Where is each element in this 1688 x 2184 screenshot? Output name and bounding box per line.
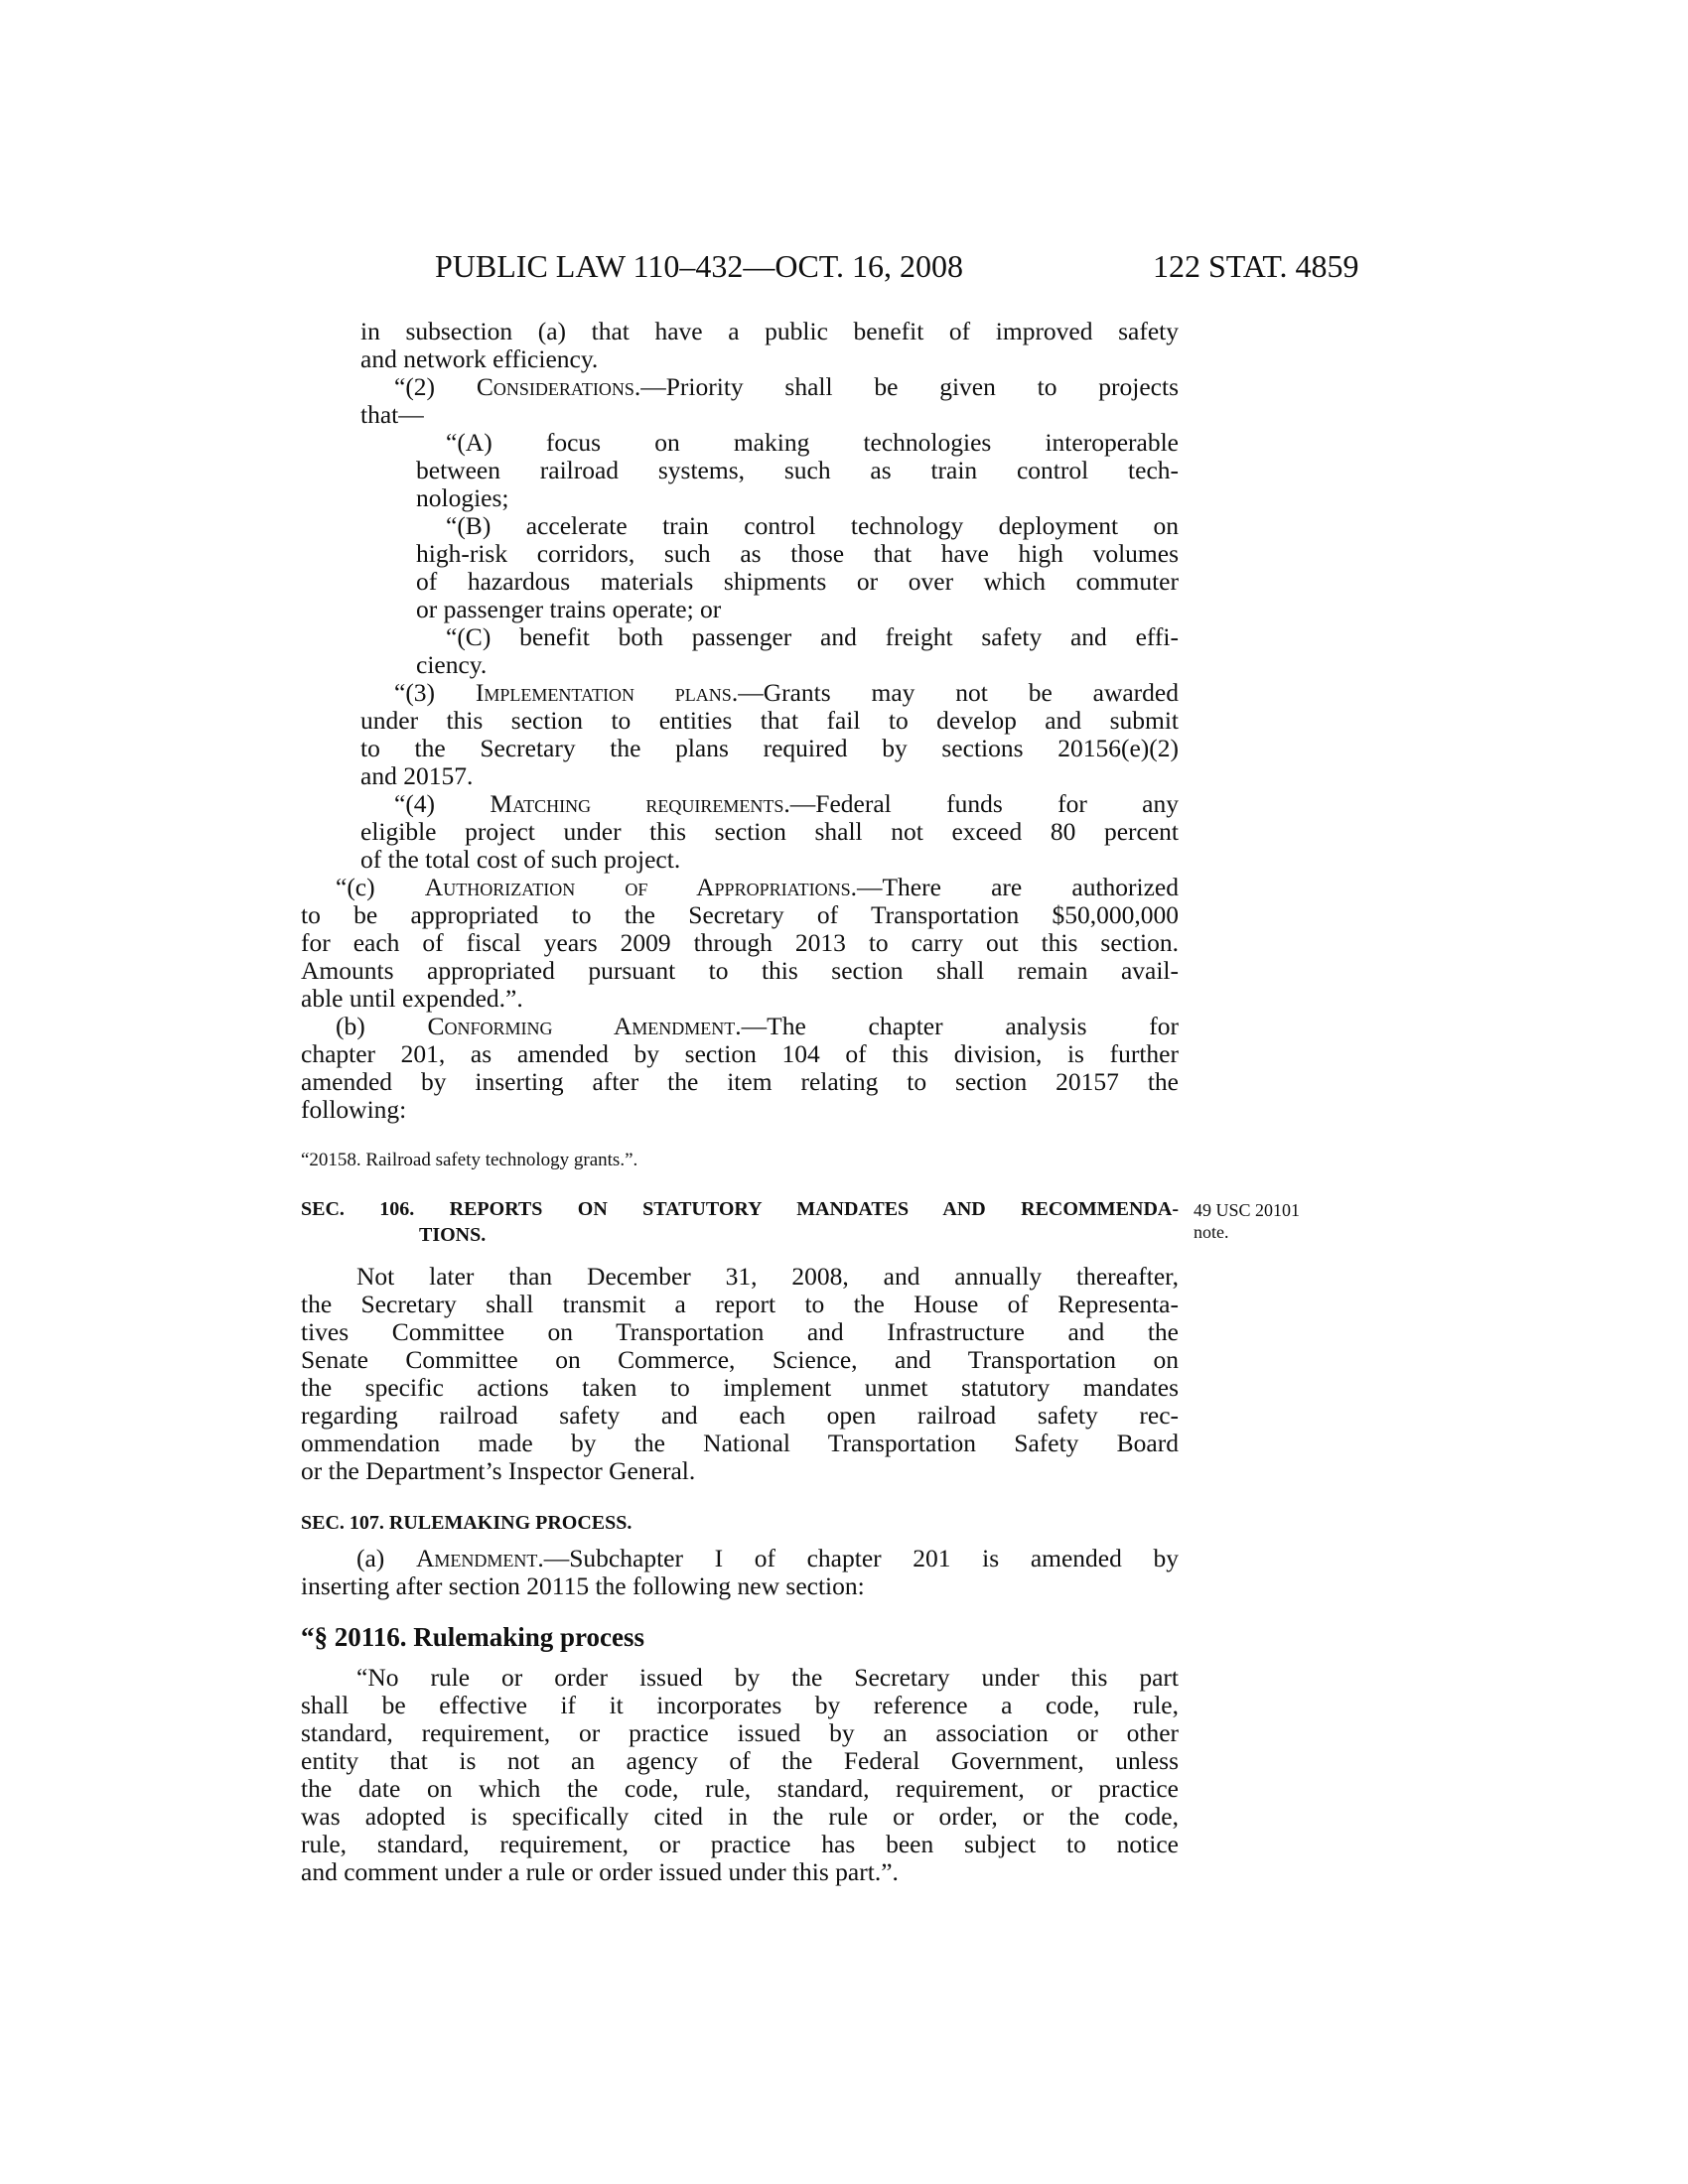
section-20116-text: the date on which the code, rule, standard, requirement, or practice [301,1774,1179,1803]
section-20116-text: “No rule or order issued by the Secretary under this part [356,1663,1179,1692]
considerations-paragraph [394,373,1179,401]
section-106-text: Senate Committee on Commerce, Science, and Transportation on [301,1345,1179,1374]
body-line: in subsection (a) that have a public benefit of improved safety [360,317,1179,345]
section-20116-text: was adopted is specifically cited in the rule or order, or the code, [301,1802,1179,1831]
section-107-heading: SEC. 107. RULEMAKING PROCESS. [301,1512,633,1534]
section-106-text: ommendation made by the National Transportation Safety Board [301,1429,1179,1457]
section-20116-text: rule, standard, requirement, or practice has been subject to notice [301,1830,1179,1858]
section-106-text: or the Department’s Inspector General. [301,1456,696,1485]
paragraph-number: “(4) [394,789,491,818]
page-reference: 122 STAT. 4859 [1153,248,1359,284]
item-b-line: of hazardous materials shipments or over which commuter [416,567,1179,596]
item-a-line: between railroad systems, such as train control tech- [416,456,1179,484]
body-line: following: [301,1095,407,1124]
item-c-line: ciency. [416,650,488,679]
paragraph-text: .—There are authorized [850,873,1180,901]
paragraph-heading: Conforming Amendment [427,1012,736,1040]
paragraph-number: (a) [356,1544,416,1572]
margin-note: note. [1194,1222,1229,1242]
body-line: and network efficiency. [360,344,599,373]
margin-note: 49 USC 20101 [1194,1200,1301,1220]
body-line: chapter 201, as amended by section 104 of this division, is further [301,1039,1179,1068]
section-106-text: tives Committee on Transportation and Infrastructure and the [301,1317,1179,1346]
body-line: of the total cost of such project. [360,845,681,874]
paragraph-heading: Amendment [415,1544,538,1572]
section-20116-heading: “§ 20116. Rulemaking process [301,1622,645,1652]
body-line: eligible project under this section shall not exceed 80 percent [360,817,1179,846]
section-106-text: the Secretary shall transmit a report to the House of Representa- [301,1290,1179,1318]
body-line: under this section to entities that fail to develop and submit [360,706,1179,735]
section-20116-text: and comment under a rule or order issued under this part.”. [301,1857,899,1886]
item-b-line: or passenger trains operate; or [416,595,722,623]
chapter-analysis-item: “20158. Railroad safety technology grants.”. [301,1150,638,1170]
paragraph-text: .—The chapter analysis for [735,1012,1179,1040]
running-header-title: PUBLIC LAW 110–432—OCT. 16, 2008 [435,248,963,284]
section-106-text: regarding railroad safety and each open railroad safety rec- [301,1401,1179,1430]
implementation-paragraph [394,679,1179,707]
body-line: able until expended.”. [301,984,523,1013]
paragraph-text: .—Federal funds for any [783,789,1179,818]
item-b-line: “(B) accelerate train control technology deployment on [446,511,1179,540]
section-106-text: Not later than December 31, 2008, and annually thereafter, [356,1262,1179,1291]
authorization-paragraph [336,874,1179,901]
item-b-line: high-risk corridors, such as those that have high volumes [416,539,1179,568]
paragraph-heading: Considerations [476,372,634,401]
item-a-line: “(A) focus on making technologies interoperable [446,428,1179,457]
item-a-line: nologies; [416,483,509,512]
section-107-amendment [356,1545,1179,1572]
body-line: amended by inserting after the item relating to section 20157 the [301,1067,1179,1096]
section-20116-text: entity that is not an agency of the Federal Government, unless [301,1746,1179,1775]
section-106-heading-cont: TIONS. [419,1224,487,1246]
paragraph-heading: Implementation plans [475,678,732,707]
section-20116-text: standard, requirement, or practice issued by an association or other [301,1718,1179,1747]
paragraph-text: .—Priority shall be given to projects [633,372,1179,401]
paragraph-number: (b) [336,1012,428,1040]
body-line: to the Secretary the plans required by sections 20156(e)(2) [360,734,1179,762]
paragraph-text: .—Grants may not be awarded [731,678,1179,707]
paragraph-number: “(2) [394,372,477,401]
matching-paragraph [394,790,1179,818]
body-line: that— [360,400,424,429]
body-line: for each of fiscal years 2009 through 2013 to carry out this section. [301,928,1179,957]
body-line: Amounts appropriated pursuant to this section shall remain avail- [301,956,1179,985]
section-20116-text: shall be effective if it incorporates by reference a code, rule, [301,1691,1179,1719]
section-106-heading: SEC. 106. REPORTS ON STATUTORY MANDATES AND RECOMMENDA- [301,1198,1179,1220]
paragraph-number: “(3) [394,678,476,707]
paragraph-heading: Authorization of Appropriations [424,873,851,901]
paragraph-text: .—Subchapter I of chapter 201 is amended by [537,1544,1179,1572]
paragraph-heading: Matching requirements [490,789,784,818]
section-106-text: the specific actions taken to implement unmet statutory mandates [301,1373,1179,1402]
body-line: inserting after section 20115 the following new section: [301,1571,865,1600]
body-line: to be appropriated to the Secretary of Transportation $50,000,000 [301,900,1179,929]
paragraph-number: “(c) [336,873,425,901]
conforming-paragraph [336,1013,1179,1040]
body-line: and 20157. [360,761,474,790]
item-c-line: “(C) benefit both passenger and freight safety and effi- [446,622,1179,651]
